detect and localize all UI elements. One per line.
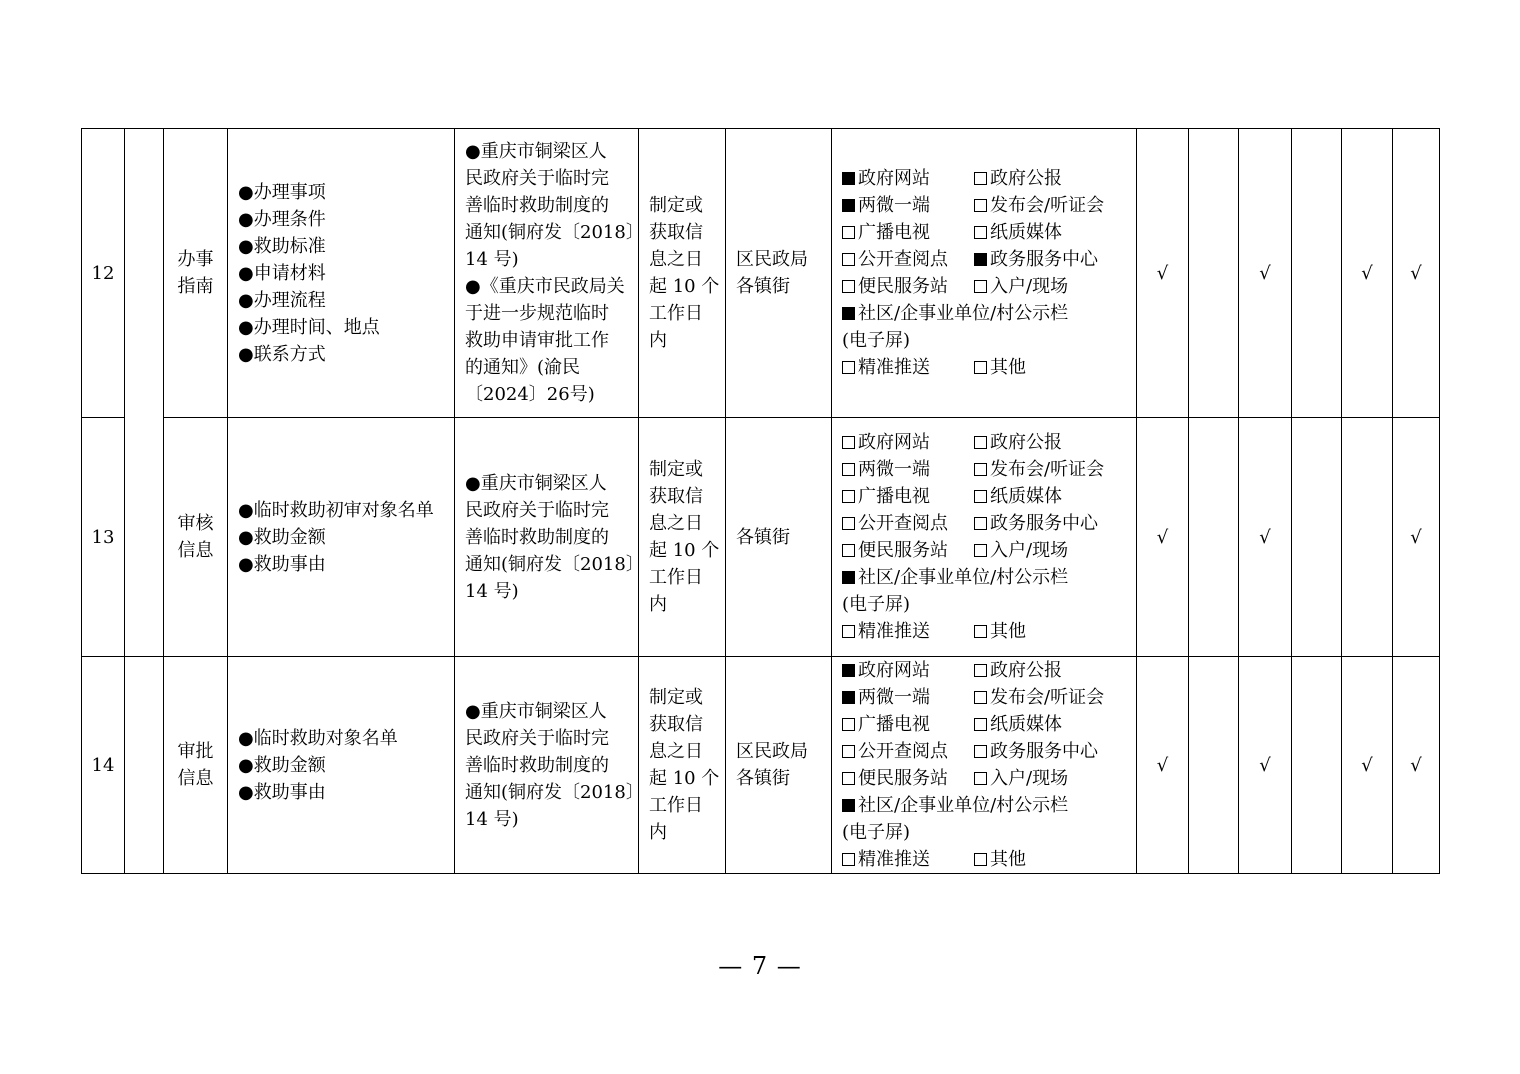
channel-label: 政务服务中心 <box>990 513 1098 534</box>
checkbox-icon <box>974 490 987 503</box>
table-body <box>82 129 1440 874</box>
channel-label: 两微一端 <box>858 459 930 480</box>
row-number: 12 <box>82 129 125 418</box>
checkbox-icon <box>974 718 987 731</box>
time-line: 获取信 <box>649 714 703 735</box>
channel-label: 政府公报 <box>990 168 1062 189</box>
checkbox-icon <box>974 253 987 266</box>
time-line: 息之日 <box>649 741 703 762</box>
item-line: ●临时救助初审对象名单 <box>238 499 434 521</box>
checkbox-icon <box>974 463 987 476</box>
item-line: ●办理流程 <box>238 289 326 311</box>
item-line: ●办理事项 <box>238 181 326 203</box>
basis-line: 善临时救助制度的 <box>465 195 609 216</box>
table-row <box>82 657 1440 874</box>
table-row <box>82 129 1440 418</box>
agency-line: 区民政局 <box>736 249 808 270</box>
check-mark <box>1189 657 1239 874</box>
category-line: 办事 <box>177 249 214 270</box>
disclosure-table <box>81 128 1440 874</box>
channel-label: 政府公报 <box>990 432 1062 453</box>
basis-line: 14 号) <box>465 580 519 602</box>
info-category <box>164 418 228 657</box>
channel-label: 社区/企事业单位/村公示栏 <box>858 567 1069 588</box>
checkbox-icon <box>842 664 855 677</box>
checkbox-icon <box>842 253 855 266</box>
category-line: 指南 <box>177 276 214 297</box>
time-line: 工作日 <box>649 795 703 816</box>
time-line: 工作日 <box>649 567 703 588</box>
basis-line: 救助申请审批工作 <box>465 330 609 351</box>
info-category <box>164 657 228 874</box>
checkbox-icon <box>842 436 855 449</box>
item-line: ●救助标准 <box>238 235 326 257</box>
checkbox-icon <box>974 226 987 239</box>
check-mark: √ <box>1137 129 1189 418</box>
item-line: ●救助金额 <box>238 754 326 776</box>
time-line: 息之日 <box>649 513 703 534</box>
checkbox-icon <box>974 664 987 677</box>
checkbox-icon <box>842 280 855 293</box>
channel-label: 其他 <box>990 621 1026 642</box>
info-category <box>164 129 228 418</box>
disclosure-time-limit <box>639 129 726 418</box>
channel-label: 入户/现场 <box>990 540 1069 561</box>
channel-label: 精准推送 <box>858 621 930 642</box>
disclosure-agency <box>726 129 832 418</box>
time-line: 制定或 <box>649 687 703 708</box>
page-number: — 7 — <box>718 952 802 980</box>
basis-line: 善临时救助制度的 <box>465 526 609 548</box>
checkbox-icon <box>974 172 987 185</box>
check-mark: √ <box>1239 657 1292 874</box>
basis-line: 14 号) <box>465 249 519 270</box>
time-line: 起 10 个 <box>649 768 720 789</box>
basis-line: 通知(铜府发〔2018〕 <box>465 553 644 575</box>
item-line: ●救助事由 <box>238 553 326 575</box>
channel-label: 两微一端 <box>858 687 930 708</box>
channel-label: 其他 <box>990 357 1026 378</box>
channel-label: 政府网站 <box>858 168 930 189</box>
item-line: ●临时救助对象名单 <box>238 727 398 749</box>
channel-label: 社区/企事业单位/村公示栏 <box>858 303 1069 324</box>
channel-label: 公开查阅点 <box>858 249 948 270</box>
check-mark <box>1292 129 1342 418</box>
blank-cell <box>125 657 164 874</box>
channel-label: 公开查阅点 <box>858 741 948 762</box>
check-mark: √ <box>1239 129 1292 418</box>
channel-label: 入户/现场 <box>990 276 1069 297</box>
channel-label: 其他 <box>990 849 1026 870</box>
time-line: 获取信 <box>649 486 703 507</box>
channel-note: (电子屏) <box>842 330 911 351</box>
basis-line: 于进一步规范临时 <box>465 303 609 324</box>
checkbox-icon <box>842 571 855 584</box>
checkbox-icon <box>974 436 987 449</box>
category-line: 信息 <box>177 768 214 789</box>
merged-blank-cell <box>125 129 164 657</box>
time-line: 制定或 <box>649 195 703 216</box>
channel-label: 政府公报 <box>990 660 1062 681</box>
basis-line: 〔2024〕26号) <box>465 384 595 405</box>
channel-label: 社区/企事业单位/村公示栏 <box>858 795 1069 816</box>
channel-label: 政务服务中心 <box>990 741 1098 762</box>
check-mark: √ <box>1342 129 1393 418</box>
checkbox-icon <box>842 544 855 557</box>
check-mark: √ <box>1137 418 1189 657</box>
checkbox-icon <box>842 361 855 374</box>
checkbox-icon <box>842 799 855 812</box>
channel-label: 纸质媒体 <box>990 714 1062 735</box>
time-line: 息之日 <box>649 249 703 270</box>
channel-label: 两微一端 <box>858 195 930 216</box>
check-mark <box>1342 418 1393 657</box>
checkbox-icon <box>974 199 987 212</box>
row-number: 13 <box>82 418 125 657</box>
disclosure-items <box>228 418 455 657</box>
channel-label: 便民服务站 <box>858 540 948 561</box>
time-line: 起 10 个 <box>649 540 720 561</box>
disclosure-channels <box>832 418 1137 657</box>
item-line: ●申请材料 <box>238 262 326 284</box>
channel-label: 发布会/听证会 <box>990 459 1105 480</box>
time-line: 内 <box>649 822 667 843</box>
checkbox-icon <box>842 772 855 785</box>
disclosure-agency <box>726 657 832 874</box>
basis-line: ●重庆市铜梁区人 <box>465 472 607 494</box>
checkbox-icon <box>842 517 855 530</box>
basis-line: 民政府关于临时完 <box>465 727 609 749</box>
basis-line: 善临时救助制度的 <box>465 754 609 776</box>
checkbox-icon <box>974 772 987 785</box>
channel-label: 精准推送 <box>858 849 930 870</box>
category-line: 审核 <box>177 513 214 534</box>
channel-note: (电子屏) <box>842 822 911 843</box>
time-line: 获取信 <box>649 222 703 243</box>
check-mark: √ <box>1137 657 1189 874</box>
basis-line: ●《重庆市民政局关 <box>465 276 625 297</box>
checkbox-icon <box>974 625 987 638</box>
checkbox-icon <box>974 544 987 557</box>
channel-label: 政府网站 <box>858 432 930 453</box>
checkbox-icon <box>974 361 987 374</box>
disclosure-time-limit <box>639 418 726 657</box>
checkbox-icon <box>974 517 987 530</box>
check-mark: √ <box>1393 657 1440 874</box>
disclosure-items <box>228 657 455 874</box>
basis-line: 通知(铜府发〔2018〕 <box>465 781 644 803</box>
agency-line: 各镇街 <box>736 768 790 789</box>
disclosure-items <box>228 129 455 418</box>
disclosure-time-limit <box>639 657 726 874</box>
checkbox-icon <box>842 172 855 185</box>
basis-line: 民政府关于临时完 <box>465 168 609 189</box>
channel-label: 纸质媒体 <box>990 486 1062 507</box>
checkbox-icon <box>842 625 855 638</box>
category-line: 信息 <box>177 540 214 561</box>
disclosure-agency <box>726 418 832 657</box>
channel-note: (电子屏) <box>842 594 911 615</box>
item-line: ●办理时间、地点 <box>238 316 380 338</box>
disclosure-channels <box>832 657 1137 874</box>
checkbox-icon <box>842 853 855 866</box>
category-line: 审批 <box>177 741 214 762</box>
checkbox-icon <box>842 490 855 503</box>
channel-label: 入户/现场 <box>990 768 1069 789</box>
legal-basis <box>455 418 644 657</box>
checkbox-icon <box>842 463 855 476</box>
check-mark <box>1292 657 1342 874</box>
check-mark: √ <box>1393 129 1440 418</box>
agency-line: 各镇街 <box>736 526 790 548</box>
basis-line: 14 号) <box>465 808 519 830</box>
row-number: 14 <box>82 657 125 874</box>
channel-label: 政务服务中心 <box>990 249 1098 270</box>
checkbox-icon <box>842 307 855 320</box>
basis-line: 民政府关于临时完 <box>465 499 609 521</box>
channel-label: 广播电视 <box>858 714 930 735</box>
check-mark: √ <box>1239 418 1292 657</box>
legal-basis <box>455 657 644 874</box>
agency-line: 区民政局 <box>736 741 808 762</box>
check-mark: √ <box>1342 657 1393 874</box>
checkbox-icon <box>842 199 855 212</box>
channel-label: 便民服务站 <box>858 768 948 789</box>
check-mark <box>1189 418 1239 657</box>
item-line: ●联系方式 <box>238 343 326 365</box>
channel-label: 纸质媒体 <box>990 222 1062 243</box>
check-mark <box>1189 129 1239 418</box>
channel-label: 便民服务站 <box>858 276 948 297</box>
disclosure-channels <box>832 129 1137 418</box>
time-line: 起 10 个 <box>649 276 720 297</box>
channel-label: 精准推送 <box>858 357 930 378</box>
channel-label: 广播电视 <box>858 222 930 243</box>
item-line: ●救助事由 <box>238 781 326 803</box>
channel-label: 发布会/听证会 <box>990 195 1105 216</box>
legal-basis <box>455 129 644 418</box>
time-line: 工作日 <box>649 303 703 324</box>
agency-line: 各镇街 <box>736 276 790 297</box>
time-line: 内 <box>649 330 667 351</box>
checkbox-icon <box>974 853 987 866</box>
channel-label: 发布会/听证会 <box>990 687 1105 708</box>
checkbox-icon <box>842 745 855 758</box>
checkbox-icon <box>974 280 987 293</box>
checkbox-icon <box>974 745 987 758</box>
item-line: ●办理条件 <box>238 208 326 230</box>
check-mark: √ <box>1393 418 1440 657</box>
basis-line: 的通知》(渝民 <box>465 357 581 378</box>
checkbox-icon <box>842 718 855 731</box>
channel-label: 政府网站 <box>858 660 930 681</box>
basis-line: ●重庆市铜梁区人 <box>465 141 607 162</box>
checkbox-icon <box>842 226 855 239</box>
basis-line: ●重庆市铜梁区人 <box>465 700 607 722</box>
channel-label: 公开查阅点 <box>858 513 948 534</box>
check-mark <box>1292 418 1342 657</box>
channel-label: 广播电视 <box>858 486 930 507</box>
table-row <box>82 418 1440 657</box>
time-line: 制定或 <box>649 459 703 480</box>
checkbox-icon <box>842 691 855 704</box>
checkbox-icon <box>974 691 987 704</box>
time-line: 内 <box>649 594 667 615</box>
item-line: ●救助金额 <box>238 526 326 548</box>
basis-line: 通知(铜府发〔2018〕 <box>465 222 644 243</box>
